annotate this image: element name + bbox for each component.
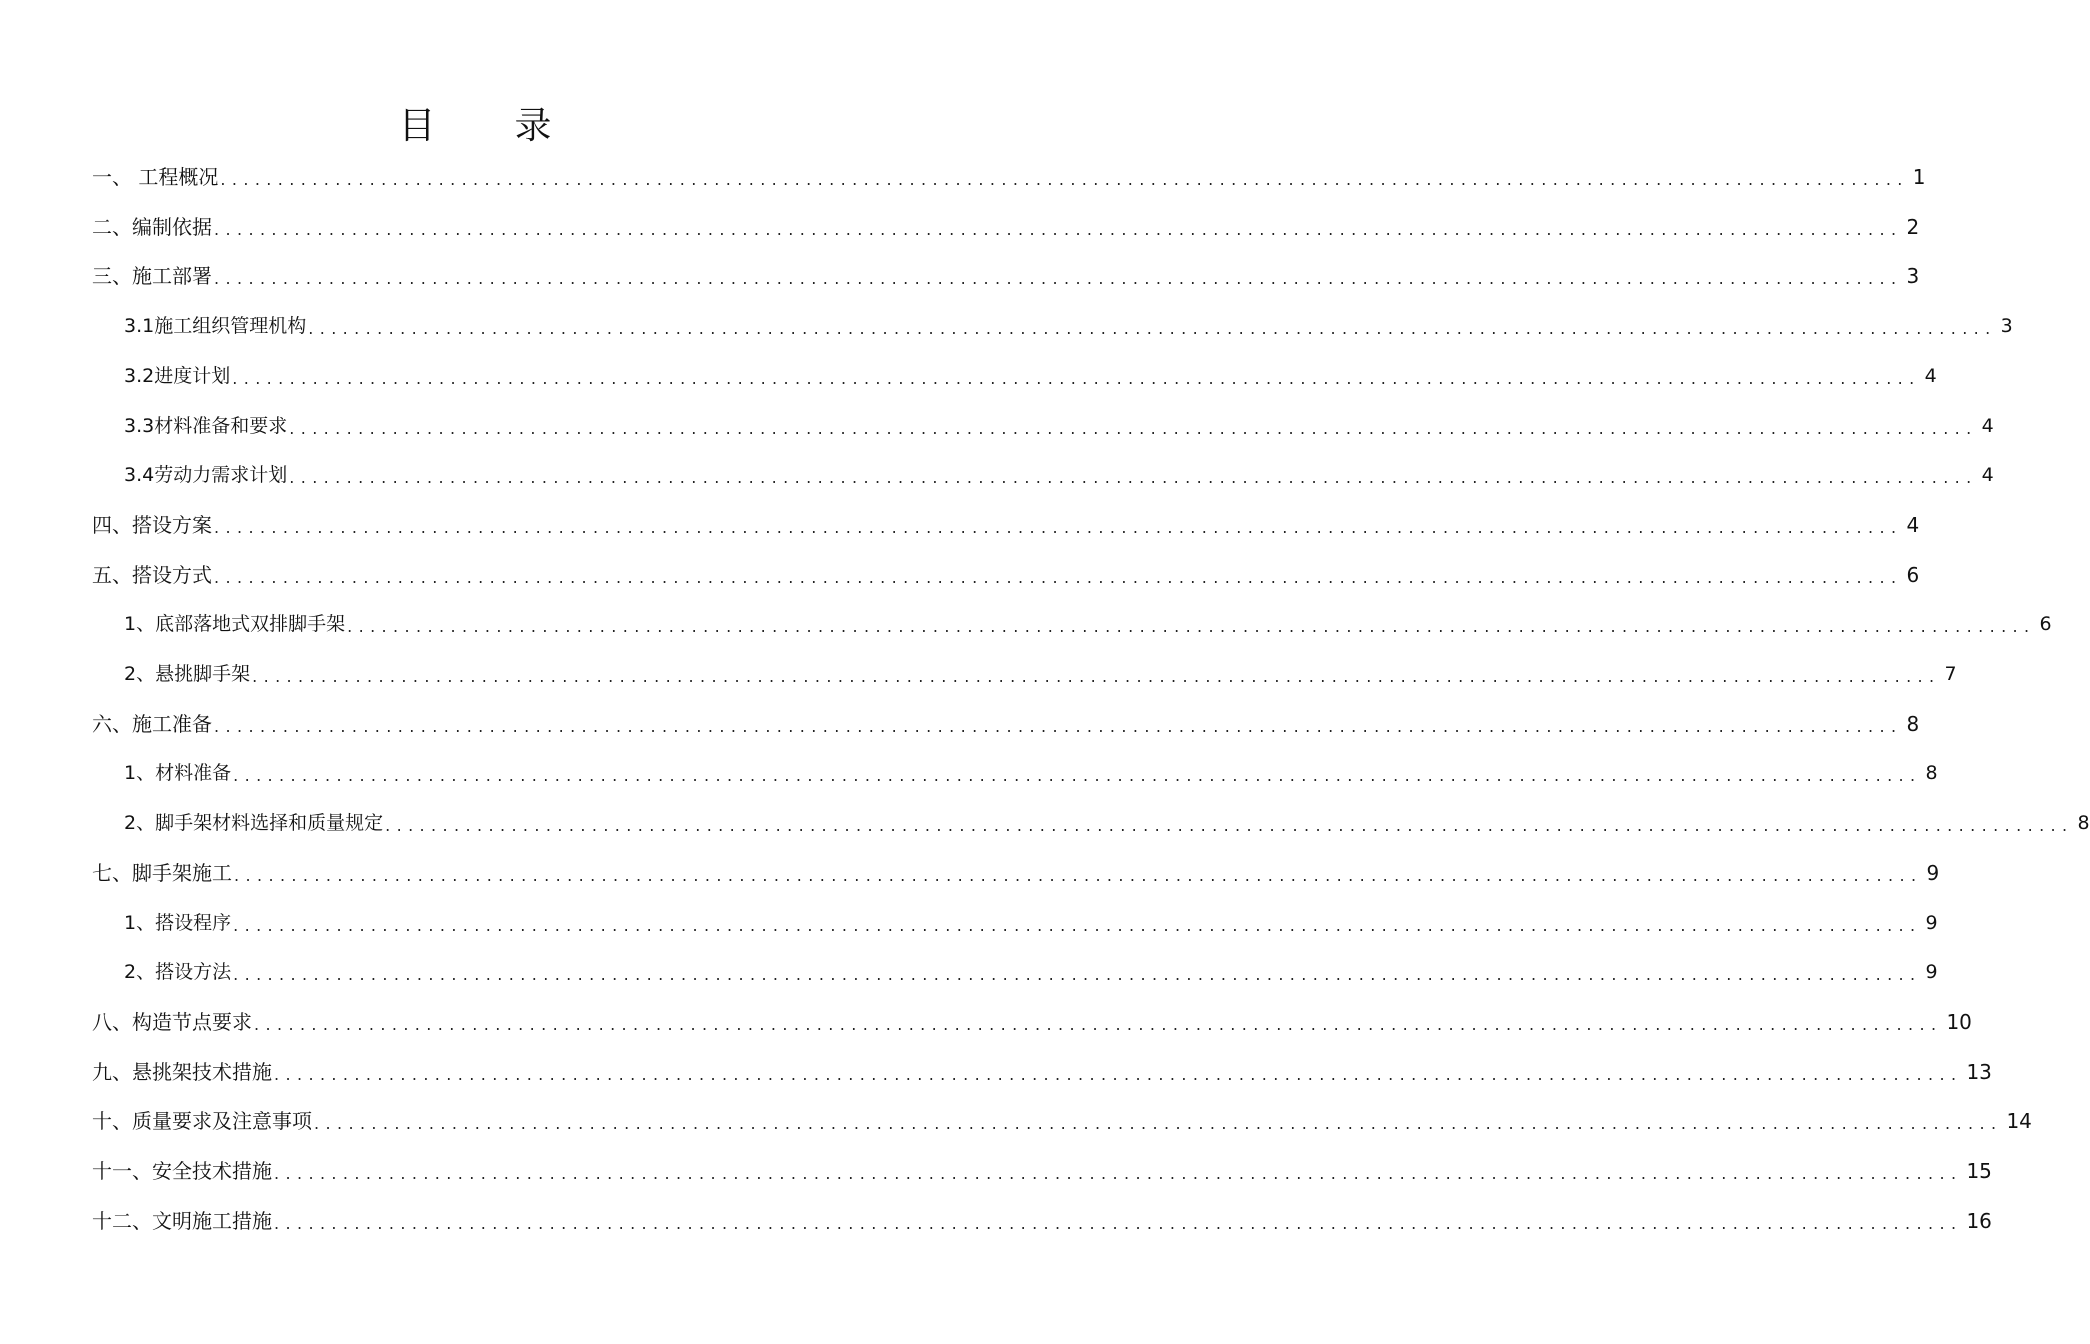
toc-entry-page-number: 9 [1926,860,1940,885]
toc-entry[interactable] [124,450,1994,500]
toc-entry-page-number: 3 [1906,264,1920,289]
toc-entry-label: 1、材料准备 [124,762,232,785]
toc-dot-leader: ................................................................................................................................................... [274,1213,1963,1233]
toc-entry-page-number: 3 [2000,315,2013,338]
toc-dot-leader: ................................................................................................................................................... [254,1014,1943,1034]
toc-dot-leader: ................................................................................................................................................... [233,965,1922,985]
toc-entry[interactable] [92,1146,1992,1196]
toc-dot-leader: ................................................................................................................................................... [308,319,1997,339]
toc-entry-page-number: 14 [2006,1109,2032,1134]
toc-entry-label: 2、脚手架材料选择和质量规定 [124,812,384,835]
toc-entry-page-number: 9 [1925,961,1938,984]
toc-entry[interactable] [124,401,1994,451]
toc-dot-leader: ................................................................................................................................................... [234,865,1923,885]
toc-entry-page-number: 7 [1944,663,1957,685]
toc-dot-leader: ................................................................................................................................................... [214,517,1903,537]
toc-entry-label: 六、施工准备 [92,711,212,736]
toc-entry-page-number: 8 [1925,762,1938,785]
toc-entry[interactable] [92,152,1926,202]
toc-dot-leader: ................................................................................................................................................... [289,418,1978,438]
title-char-lu: 录 [514,104,552,147]
toc-entry-label: 2、搭设方法 [124,961,232,984]
toc-entry-label: 十、质量要求及注意事项 [92,1109,312,1134]
toc-dot-leader: ................................................................................................................................................... [233,915,1922,935]
toc-entry[interactable] [92,251,1920,301]
toc-entry[interactable] [124,748,1938,798]
toc-dot-leader: ................................................................................................................................................... [289,468,1978,488]
toc-entry-label: 三、施工部署 [92,264,212,289]
toc-entry[interactable] [92,1047,1992,1097]
toc-entry[interactable] [92,997,1972,1047]
toc-dot-leader: ................................................................................................................................................... [314,1114,2003,1134]
toc-entry-label: 3.3材料准备和要求 [124,414,288,437]
toc-entry-page-number: 4 [1924,364,1937,387]
toc-entry-page-number: 15 [1966,1159,1992,1183]
toc-dot-leader: ................................................................................................................................................... [274,1164,1963,1183]
toc-dot-leader: ................................................................................................................................................... [220,170,1909,189]
page-title [0,102,950,150]
toc-entry[interactable] [92,550,1920,600]
toc-entry-label: 七、脚手架施工 [92,860,232,885]
toc-dot-leader: ................................................................................................................................................... [233,766,1922,786]
toc-entry-page-number: 8 [2077,812,2090,835]
toc-entry-page-number: 2 [1906,214,1920,239]
toc-entry-label: 1、搭设程序 [124,911,232,934]
toc-entry[interactable] [92,1096,2032,1146]
toc-dot-leader: ................................................................................................................................................... [214,716,1903,736]
toc-entry-label: 十二、文明施工措施 [92,1208,272,1233]
toc-entry-page-number: 6 [2039,613,2052,636]
toc-entry[interactable] [92,202,1920,252]
toc-entry-label: 1、底部落地式双排脚手架 [124,613,346,636]
toc-entry-page-number: 13 [1966,1059,1992,1084]
toc-entry[interactable] [92,1196,1992,1246]
toc-entry-label: 3.4劳动力需求计划 [124,464,288,487]
toc-entry-page-number: 4 [1981,464,1994,487]
toc-entry[interactable] [124,351,1937,401]
toc-dot-leader: ................................................................................................................................................... [274,1064,1963,1084]
toc-entry-label: 九、悬挑架技术措施 [92,1059,272,1084]
toc-entry[interactable] [92,848,1940,898]
toc-entry-page-number: 16 [1966,1208,1992,1233]
toc-entry-page-number: 10 [1946,1009,1972,1034]
toc-dot-leader: ................................................................................................................................................... [232,368,1921,388]
toc-dot-leader: ................................................................................................................................................... [385,816,2074,836]
toc-entry-page-number: 1 [1912,165,1926,189]
toc-entry[interactable] [124,798,2090,848]
toc-entry-label: 一、 工程概况 [92,165,219,189]
toc-dot-leader: ................................................................................................................................................... [214,269,1903,289]
toc-entry-label: 五、搭设方式 [92,562,212,587]
toc-dot-leader: ................................................................................................................................................... [347,617,2036,637]
toc-entry-label: 2、悬挑脚手架 [124,663,251,685]
toc-entry[interactable] [124,947,1938,997]
toc-entry-label: 八、构造节点要求 [92,1009,252,1034]
toc-entry-page-number: 4 [1906,512,1920,537]
toc-dot-leader: ................................................................................................................................................... [214,567,1903,587]
title-char-mu: 目 [398,104,436,147]
toc-entry-label: 二、编制依据 [92,214,212,239]
toc-entry-page-number: 8 [1906,711,1920,736]
toc-entry-label: 3.2进度计划 [124,364,231,387]
toc-entry-page-number: 6 [1906,562,1920,587]
toc-entry-page-number: 9 [1925,911,1938,934]
toc-entry[interactable] [124,599,2052,649]
toc-entry-label: 四、搭设方案 [92,512,212,537]
toc-dot-leader: ................................................................................................................................................... [252,667,1941,686]
toc-entry[interactable] [124,649,1957,699]
toc-dot-leader: ................................................................................................................................................... [214,219,1903,239]
toc-entry-label: 3.1施工组织管理机构 [124,315,307,338]
toc-entry[interactable] [92,699,1920,749]
toc-entry[interactable] [92,500,1920,550]
toc-entry-label: 十一、安全技术措施 [92,1159,272,1183]
toc-entry[interactable] [124,898,1938,948]
toc-entry[interactable] [124,301,2013,351]
toc-entry-page-number: 4 [1981,414,1994,437]
